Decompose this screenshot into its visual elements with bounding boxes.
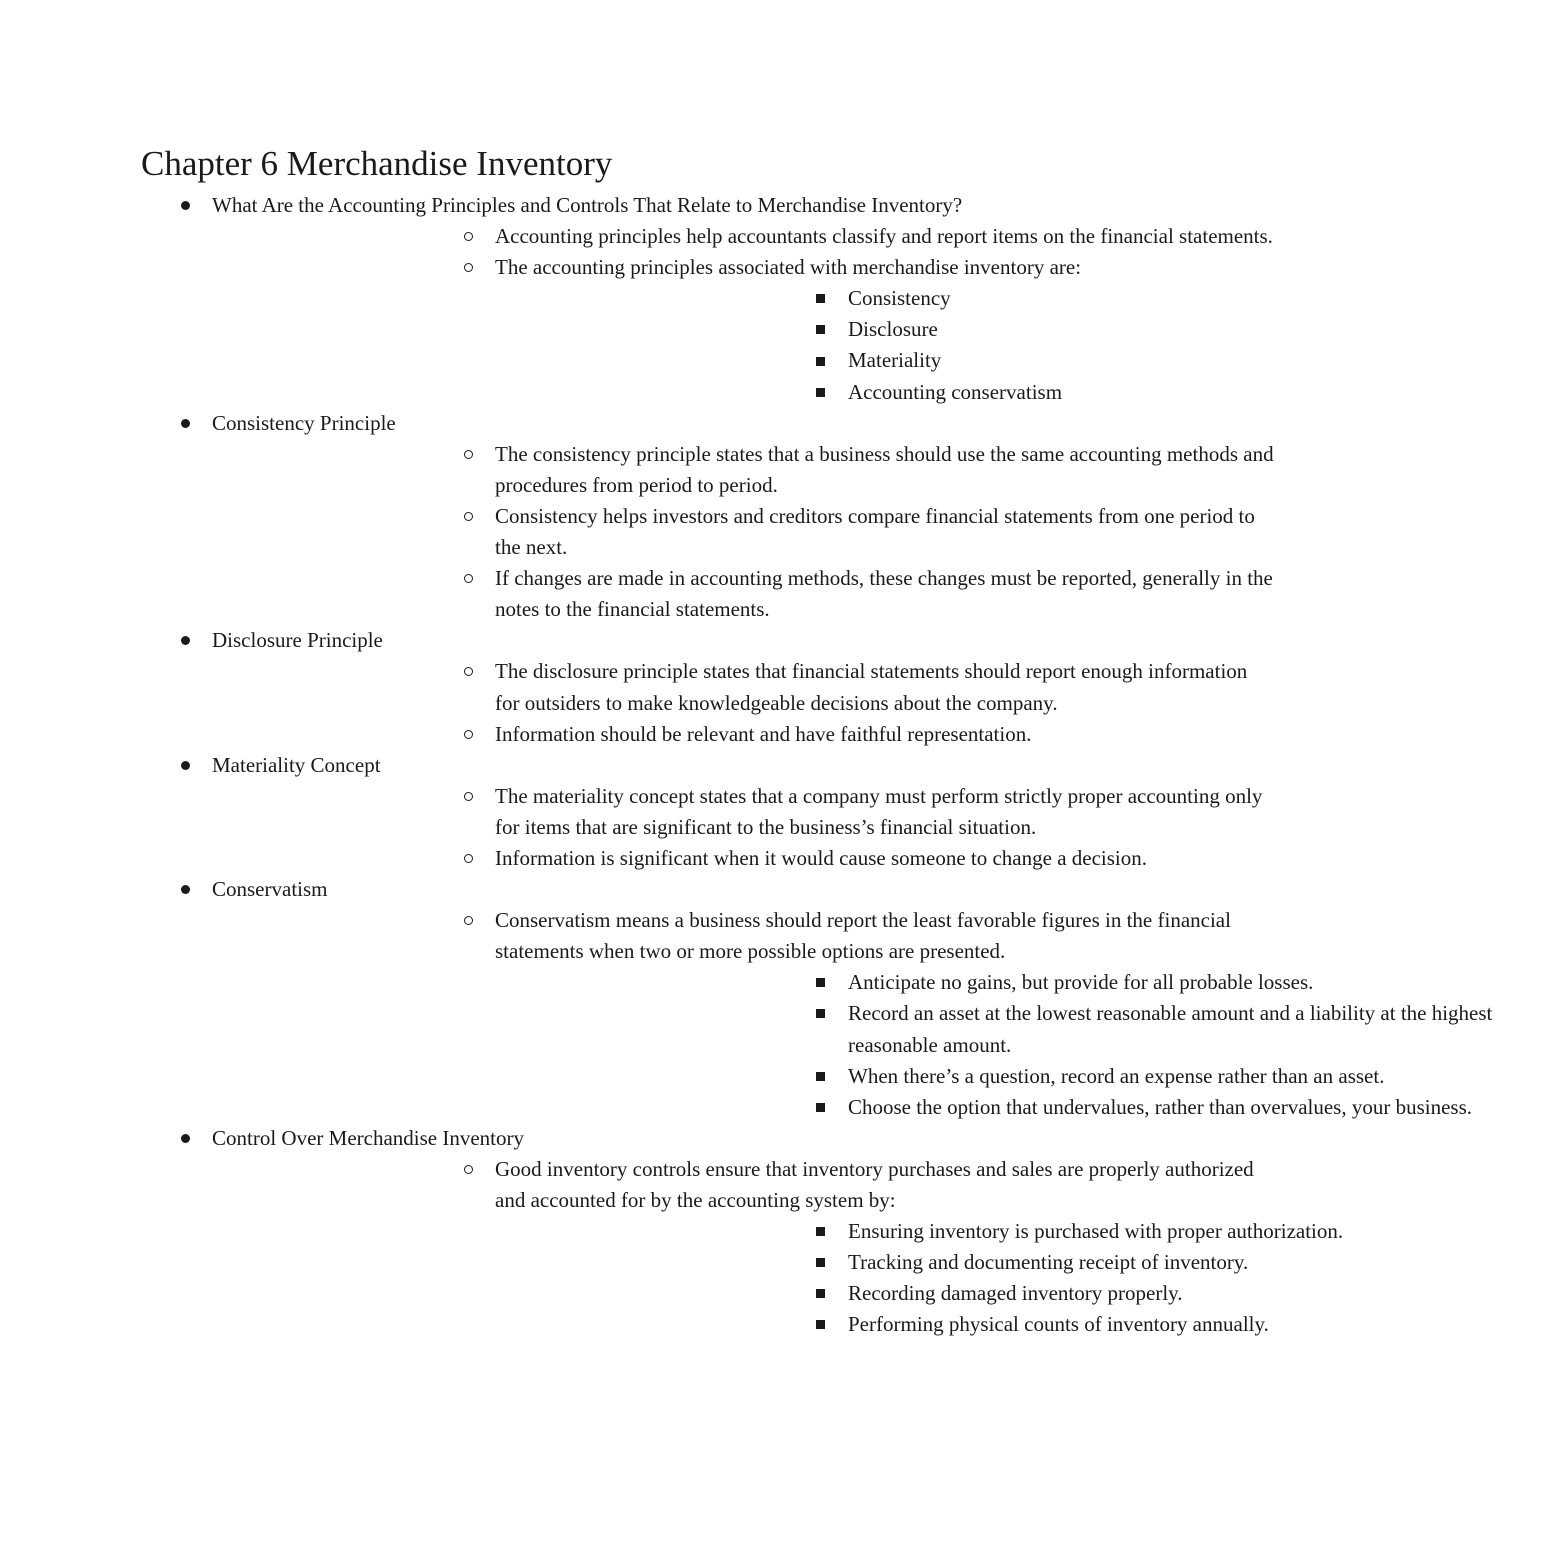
section-point-list [212, 656, 1248, 749]
bullet-disc-icon [175, 625, 195, 656]
section-item [0, 750, 1263, 874]
subpoint-text: When there’s a question, record an expense rather than an asset. [848, 1063, 1385, 1088]
section-point-list [212, 221, 1273, 408]
bullet-circle-icon [458, 563, 478, 594]
subpoint-text: Tracking and documenting receipt of inventory. [848, 1250, 1249, 1275]
section-point-list [212, 439, 1274, 626]
point-text: Information is significant when it would cause someone to change a decision. [495, 845, 1147, 870]
bullet-square-icon [810, 314, 830, 345]
subpoint-text: Choose the option that undervalues, rather than overvalues, your business. [848, 1094, 1473, 1119]
point-item [212, 501, 1255, 563]
bullet-square-icon [810, 1278, 830, 1309]
point-text: Conservatism means a business should report the least favorable figures in the financial statements when two or more possible options are presented. [495, 908, 1231, 964]
section-item [0, 874, 1493, 1123]
point-item [212, 221, 1273, 252]
section-point-list [212, 781, 1263, 874]
point-item [212, 843, 1200, 874]
bullet-disc-icon [175, 750, 195, 781]
section-heading: Disclosure Principle [212, 628, 383, 653]
subpoint-text: Ensuring inventory is purchased with proper authorization. [848, 1219, 1344, 1244]
bullet-square-icon [810, 967, 830, 998]
section-heading: Consistency Principle [212, 410, 396, 435]
section-item [0, 625, 1248, 749]
bullet-circle-icon [458, 221, 478, 252]
point-text: The disclosure principle states that financial statements should report enough information for outsiders to make knowledgeable decisions about the company. [495, 659, 1248, 715]
subpoint-list [495, 967, 1493, 1122]
subpoint-text: Disclosure [848, 317, 938, 342]
subpoint-item [495, 1216, 1344, 1247]
point-item [212, 656, 1248, 718]
subpoint-item [495, 1061, 1385, 1092]
subpoint-text: Consistency [848, 286, 951, 311]
bullet-disc-icon [175, 190, 195, 221]
bullet-circle-icon [458, 1154, 478, 1185]
subpoint-text: Record an asset at the lowest reasonable amount and a liability at the highest reasonable amount. [848, 1001, 1493, 1057]
point-item [212, 563, 1273, 625]
bullet-square-icon [810, 1092, 830, 1123]
outline-list [0, 190, 1493, 1340]
point-item [212, 905, 1493, 1123]
outline [0, 190, 1493, 1340]
section-item [0, 190, 1273, 408]
bullet-square-icon [810, 998, 830, 1029]
subpoint-text: Accounting conservatism [848, 379, 1063, 404]
bullet-square-icon [810, 1247, 830, 1278]
subpoint-text: Anticipate no gains, but provide for all probable losses. [848, 970, 1314, 995]
subpoint-item [495, 283, 1200, 314]
point-text: The consistency principle states that a business should use the same accounting methods and procedures from period to period. [495, 441, 1274, 497]
point-text: The materiality concept states that a company must perform strictly proper accounting only for items that are significant to the business’s financial situation. [495, 783, 1263, 839]
point-text: Accounting principles help accountants classify and report items on the financial statements. [495, 224, 1273, 249]
bullet-square-icon [810, 1309, 830, 1340]
bullet-disc-icon [175, 1123, 195, 1154]
subpoint-item [495, 377, 1200, 408]
bullet-circle-icon [458, 719, 478, 750]
bullet-circle-icon [458, 656, 478, 687]
subpoint-list [495, 1216, 1344, 1340]
subpoint-text: Performing physical counts of inventory annually. [848, 1312, 1269, 1337]
subpoint-text: Materiality [848, 348, 942, 373]
bullet-circle-icon [458, 501, 478, 532]
bullet-square-icon [810, 377, 830, 408]
point-item [212, 1154, 1344, 1341]
section-point-list [212, 905, 1493, 1123]
bullet-square-icon [810, 345, 830, 376]
subpoint-item [495, 1309, 1269, 1340]
point-item [212, 719, 1200, 750]
bullet-square-icon [810, 283, 830, 314]
bullet-circle-icon [458, 781, 478, 812]
section-item [0, 408, 1274, 626]
point-text: Information should be relevant and have faithful representation. [495, 721, 1032, 746]
section-heading: Conservatism [212, 877, 328, 902]
subpoint-item [495, 1278, 1200, 1309]
bullet-circle-icon [458, 843, 478, 874]
bullet-disc-icon [175, 874, 195, 905]
bullet-circle-icon [458, 252, 478, 283]
point-text: Consistency helps investors and creditors compare financial statements from one period to the next. [495, 503, 1255, 560]
subpoint-text: Recording damaged inventory properly. [848, 1281, 1183, 1306]
point-text: The accounting principles associated with merchandise inventory are: [495, 255, 1082, 280]
section-heading: Materiality Concept [212, 752, 381, 777]
subpoint-item [495, 1092, 1473, 1123]
subpoint-item [495, 314, 1200, 345]
point-text: If changes are made in accounting methods, these changes must be reported, generally in the notes to the financial statements. [495, 566, 1273, 622]
subpoint-item [495, 967, 1314, 998]
bullet-square-icon [810, 1216, 830, 1247]
point-item [212, 439, 1274, 501]
section-heading: What Are the Accounting Principles and Controls That Relate to Merchandise Inventory? [212, 193, 963, 217]
point-item [212, 781, 1263, 843]
subpoint-item [495, 1247, 1249, 1278]
subpoint-item [495, 345, 1200, 376]
subpoint-list [495, 283, 1200, 407]
section-heading: Control Over Merchandise Inventory [212, 1125, 524, 1150]
bullet-square-icon [810, 1061, 830, 1092]
point-item [212, 252, 1200, 407]
section-point-list [212, 1154, 1344, 1341]
bullet-disc-icon [175, 408, 195, 439]
bullet-circle-icon [458, 905, 478, 936]
section-item [0, 1123, 1344, 1341]
subpoint-item [495, 998, 1493, 1060]
bullet-circle-icon [458, 439, 478, 470]
point-text: Good inventory controls ensure that inventory purchases and sales are properly authorized and accounted for by the accounting system by: [495, 1156, 1254, 1212]
page-title: Chapter 6 Merchandise Inventory [141, 144, 613, 183]
